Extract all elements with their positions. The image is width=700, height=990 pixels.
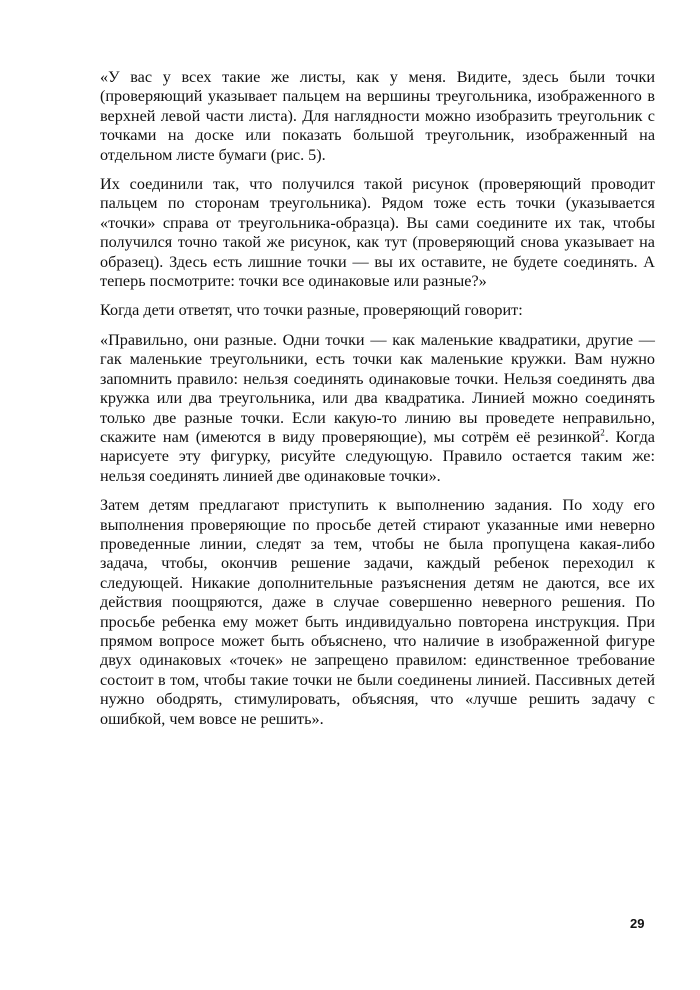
page-number: 29 (630, 916, 645, 931)
paragraph-4-text-end: . Когда нарисуете эту фигурку, рисуйте следующую. Правило остается таким же: нельзя соединять линией две одинаковые точки». (100, 427, 655, 485)
footnote-reference[interactable]: 2 (600, 427, 605, 438)
paragraph-3: Когда дети ответят, что точки разные, проверяющий говорит: (100, 301, 523, 320)
paragraph-5: Затем детям предлагают приступить к выполнению задания. По ходу его выполнения проверяющие по просьбе детей стирают указанные ими неверно проведенные линии, следят за тем, чтобы не была пропущена какая-либо задача, чтобы, окончив решение задачи, каждый ребенок переходил к следующей. Никакие дополнительные разъяснения детям не даются, все их действия поощряются, даже в случае совершенно неверного решения. По просьбе ребенка ему может быть индивидуально повторена инструкция. При прямом вопросе может быть объяснено, что наличие в изображенной фигуре двух одинаковых «точек» не запрещено правилом: единственное требование состоит в том, чтобы такие точки не были соединены линией. Пассивных детей нужно ободрять, стимулировать, объясняя, что «лучше решить задачу с ошибкой, чем вовсе не решить». (100, 496, 655, 728)
paragraph-4-text: «Правильно, они разные. Одни точки — как маленькие квадратики, другие — гак маленькие треугольники, есть точки как маленькие кружки. Вам нужно запомнить правило: нельзя соединять одинаковые точки. Нельзя соединять два кружка или два треугольника, или два квадратика. Линией можно соединять только две разные точки. Если какую-то линию вы проведете неправильно, скажите нам (имеются в виду проверяющие), мы сотрём её резинкой (100, 330, 655, 446)
body-text (100, 68, 655, 739)
paragraph-1: «У вас у всех такие же листы, как у меня. Видите, здесь были точки (проверяющий указывает пальцем на вершины треугольника, изображенного в верхней левой части листа). Для наглядности можно изобразить треугольник с точками на доске или показать большой треугольник, изображенный на отдельном листе бумаги (рис. 5). (100, 68, 655, 164)
paragraph-2: Их соединили так, что получился такой рисунок (проверяющий проводит пальцем по сторонам треугольника). Рядом тоже есть точки (указывается «точки» справа от треугольника-образца). Вы сами соедините их так, чтобы получился точно такой же рисунок, как тут (проверяющий снова указывает на образец). Здесь есть лишние точки — вы их оставите, не будете соединять. А теперь посмотрите: точки все одинаковые или разные?» (100, 175, 655, 291)
paragraph-4 (100, 331, 655, 486)
